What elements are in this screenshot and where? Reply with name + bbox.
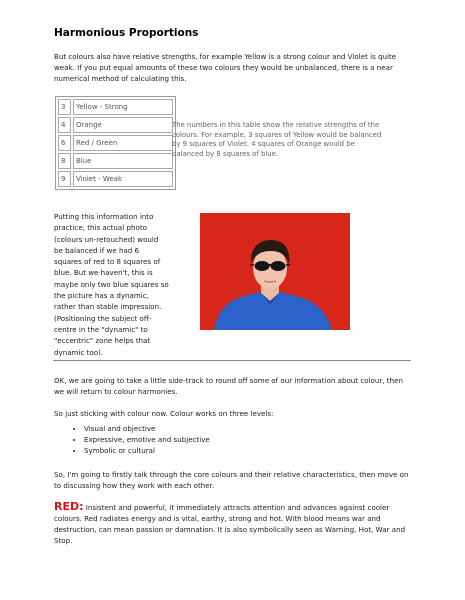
red-paragraph (54, 501, 416, 546)
caption-line: the picture has a dynamic, (54, 291, 149, 301)
caption-line: blue. But we haven't, this is (54, 268, 153, 278)
table-row (58, 117, 173, 133)
table-row (58, 153, 173, 169)
levels-intro: So just sticking with colour now. Colour works on three levels: (54, 409, 274, 418)
strength-number: 3 (58, 99, 71, 115)
red-heading: RED: (54, 500, 84, 513)
table-note: The numbers in this table show the relative strengths of the colours. For example, 3 squares of Yellow would be balanced by 9 squares of Violet. 4 squares of Orange would be balanced by 8 squares of blue. (172, 121, 382, 158)
strength-number: 4 (58, 117, 71, 133)
section-divider (53, 360, 411, 361)
page-title: Harmonious Proportions (54, 27, 199, 39)
list-item: • Symbolic or cultural (84, 445, 210, 456)
colour-strength-table (55, 96, 176, 190)
portrait-photo (200, 213, 350, 330)
table-row (58, 135, 173, 151)
colour-name: Yellow - Strong (73, 99, 173, 115)
intro-paragraph: But colours also have relative strengths, for example Yellow is a strong colour and Violet is quite weak. If you put equal amounts of these two colours they would be unbalanced, there is a near numerical method of calculating this. (54, 52, 397, 83)
portrait-illustration (200, 213, 350, 330)
colour-name: Blue (73, 153, 173, 169)
caption-line: be balanced if we had 6 (54, 245, 140, 255)
sidetrack-paragraph: OK, we are going to take a little side-track to round off some of our information about colour, then we will return to colour harmonies. (54, 376, 403, 396)
plan-paragraph: So, I'm going to firstly talk through the core colours and their relative characteristics, then move on to discussing how they work with each other. (54, 470, 409, 490)
caption-line: (colours un-retouched) would (54, 234, 159, 244)
caption-line: "eccentric" zone helps that (54, 336, 151, 346)
caption-line: dynamic too). (54, 347, 104, 357)
caption-line: rather than stable impression. (54, 302, 162, 312)
caption-line: maybe only two blue squares so (54, 279, 169, 289)
table-row (58, 99, 173, 115)
strength-number: 6 (58, 135, 71, 151)
colour-name: Orange (73, 117, 173, 133)
colour-name: Red / Green (73, 135, 173, 151)
list-item: • Visual and objective (84, 423, 210, 434)
caption-line: centre in the "dynamic" to (54, 324, 148, 334)
caption-line: squares of red to 8 squares of (54, 257, 161, 267)
caption-line: Putting this information into (54, 212, 154, 221)
caption-line: (Positioning the subject off- (54, 313, 152, 323)
caption-line: practice, this actual photo (54, 223, 147, 233)
strength-number: 9 (58, 171, 71, 187)
photo-caption (54, 211, 194, 358)
table-row (58, 171, 173, 187)
red-description: Insistent and powerful, it immediately attracts attention and advances against cooler colours. Red radiates energy and is vital, earthy, strong and hot. With blood means war and destruction, can mean passion or damnation. It is also symbolically seen as Warning, Hot, War and Stop. (54, 503, 406, 545)
colour-levels-list (62, 423, 210, 456)
strength-number: 8 (58, 153, 71, 169)
colour-name: Violet - Weak (73, 171, 173, 187)
list-item: • Expressive, emotive and subjective (84, 434, 210, 445)
